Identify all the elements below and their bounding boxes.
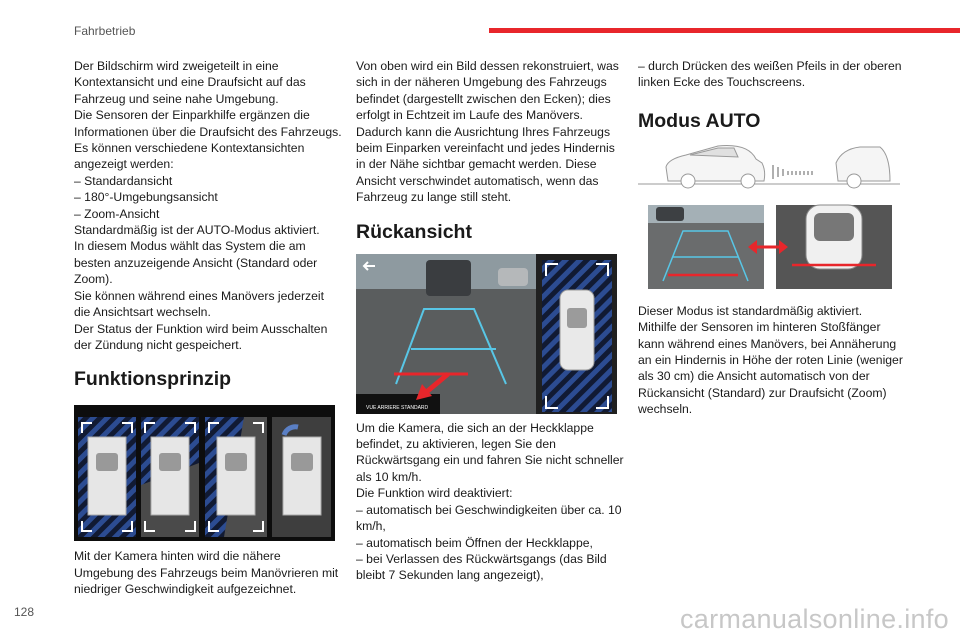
col1-after-figure-text: Mit der Kamera hinten wird die nähere Umgebung des Fahrzeugs beim Manövrieren mit niedriger Geschwindigkeit aufgezeichnet. <box>74 549 339 597</box>
red-arrow-icon <box>414 372 450 402</box>
double-arrow-icon <box>748 239 788 255</box>
column-1 <box>74 58 342 598</box>
column-3 <box>638 58 908 418</box>
watermark: carmanualsonline.info <box>680 604 949 634</box>
col1-intro-text: Der Bildschirm wird zweigeteilt in eine Kontextansicht und eine Draufsicht auf das Fahrzeug und seine nahe Umgebung. Die Sensoren der Einparkhilfe ergänzen die Informationen über die Draufsicht des Fahrzeugs. Es können verschiedene Kontextansichten angezeigt werden: – Standardansicht – 180°-Umgebungsansicht – Zoom-Ansicht Standardmäßig ist der AUTO-Modus aktiviert. In diesem Modus wählt das System die am besten anzuzeigende Ansicht (Standard oder Zoom). Sie können während eines Manövers jederzeit die Ansichtsart wechseln. Der Status der Funktion wird beim Ausschalten der Zündung nicht gespeichert. <box>74 59 342 352</box>
col3-intro-text: – durch Drücken des weißen Pfeils in der oberen linken Ecke des Touchscreens. <box>638 59 902 90</box>
back-arrow-icon <box>362 260 376 272</box>
col2-after-figure-text: Um die Kamera, die sich an der Heckklappe befindet, zu aktivieren, legen Sie den Rückwärtsgang ein und fahren Sie nicht schneller als 10 km/h. Die Funktion wird deaktiviert: – automatisch bei Geschwindigkeiten über ca. 10 km/h, – automatisch beim Öffnen der Heckklappe, – bei Verlassen des Rückwärtsgangs (das Bild bleibt 7 Sekunden lang angezeigt), <box>356 420 624 583</box>
rear-camera-screen <box>356 254 617 414</box>
page-number: 128 <box>14 605 35 619</box>
header-accent-bar <box>489 28 960 33</box>
screen-view-label: VUE ARRIERE STANDARD <box>366 404 429 411</box>
top-view-figure <box>74 405 335 541</box>
col3-after-figure-text: Dieser Modus ist standardmäßig aktiviert. Mithilfe der Sensoren im hinteren Stoßfänger kann während eines Manövers, bei Annäherung an ein Hindernis in Höhe der roten Linie (weniger als 30 cm) die Ansicht automatisch von der Rückansicht (Standard) zur Draufsicht (Zoom) wechseln. <box>638 303 903 417</box>
auto-mode-screens <box>638 201 900 293</box>
col2-intro-text: Von oben wird ein Bild dessen rekonstruiert, was sich in der näheren Umgebung des Fahrzeugs befindet (dargestellt zwischen den Ecken); dies erfolgt in Echtzeit im Laufe des Manövers. Dadurch kann die Ausrichtung Ihres Fahrzeugs beim Einparken vereinfacht und jedes Hindernis in der Nähe sichtbar gemacht werden. Diese Ansicht verschwindet automatisch, wenn das Fahrzeug zu lange still steht. <box>356 59 619 205</box>
header-section-title: Fahrbetrieb <box>74 24 136 38</box>
heading-funktionsprinzip: Funktionsprinzip <box>74 368 232 391</box>
heading-modus-auto: Modus AUTO <box>638 109 761 132</box>
car-side-figure <box>638 141 900 189</box>
column-2 <box>356 58 624 584</box>
heading-rueckansicht: Rückansicht <box>356 220 472 243</box>
